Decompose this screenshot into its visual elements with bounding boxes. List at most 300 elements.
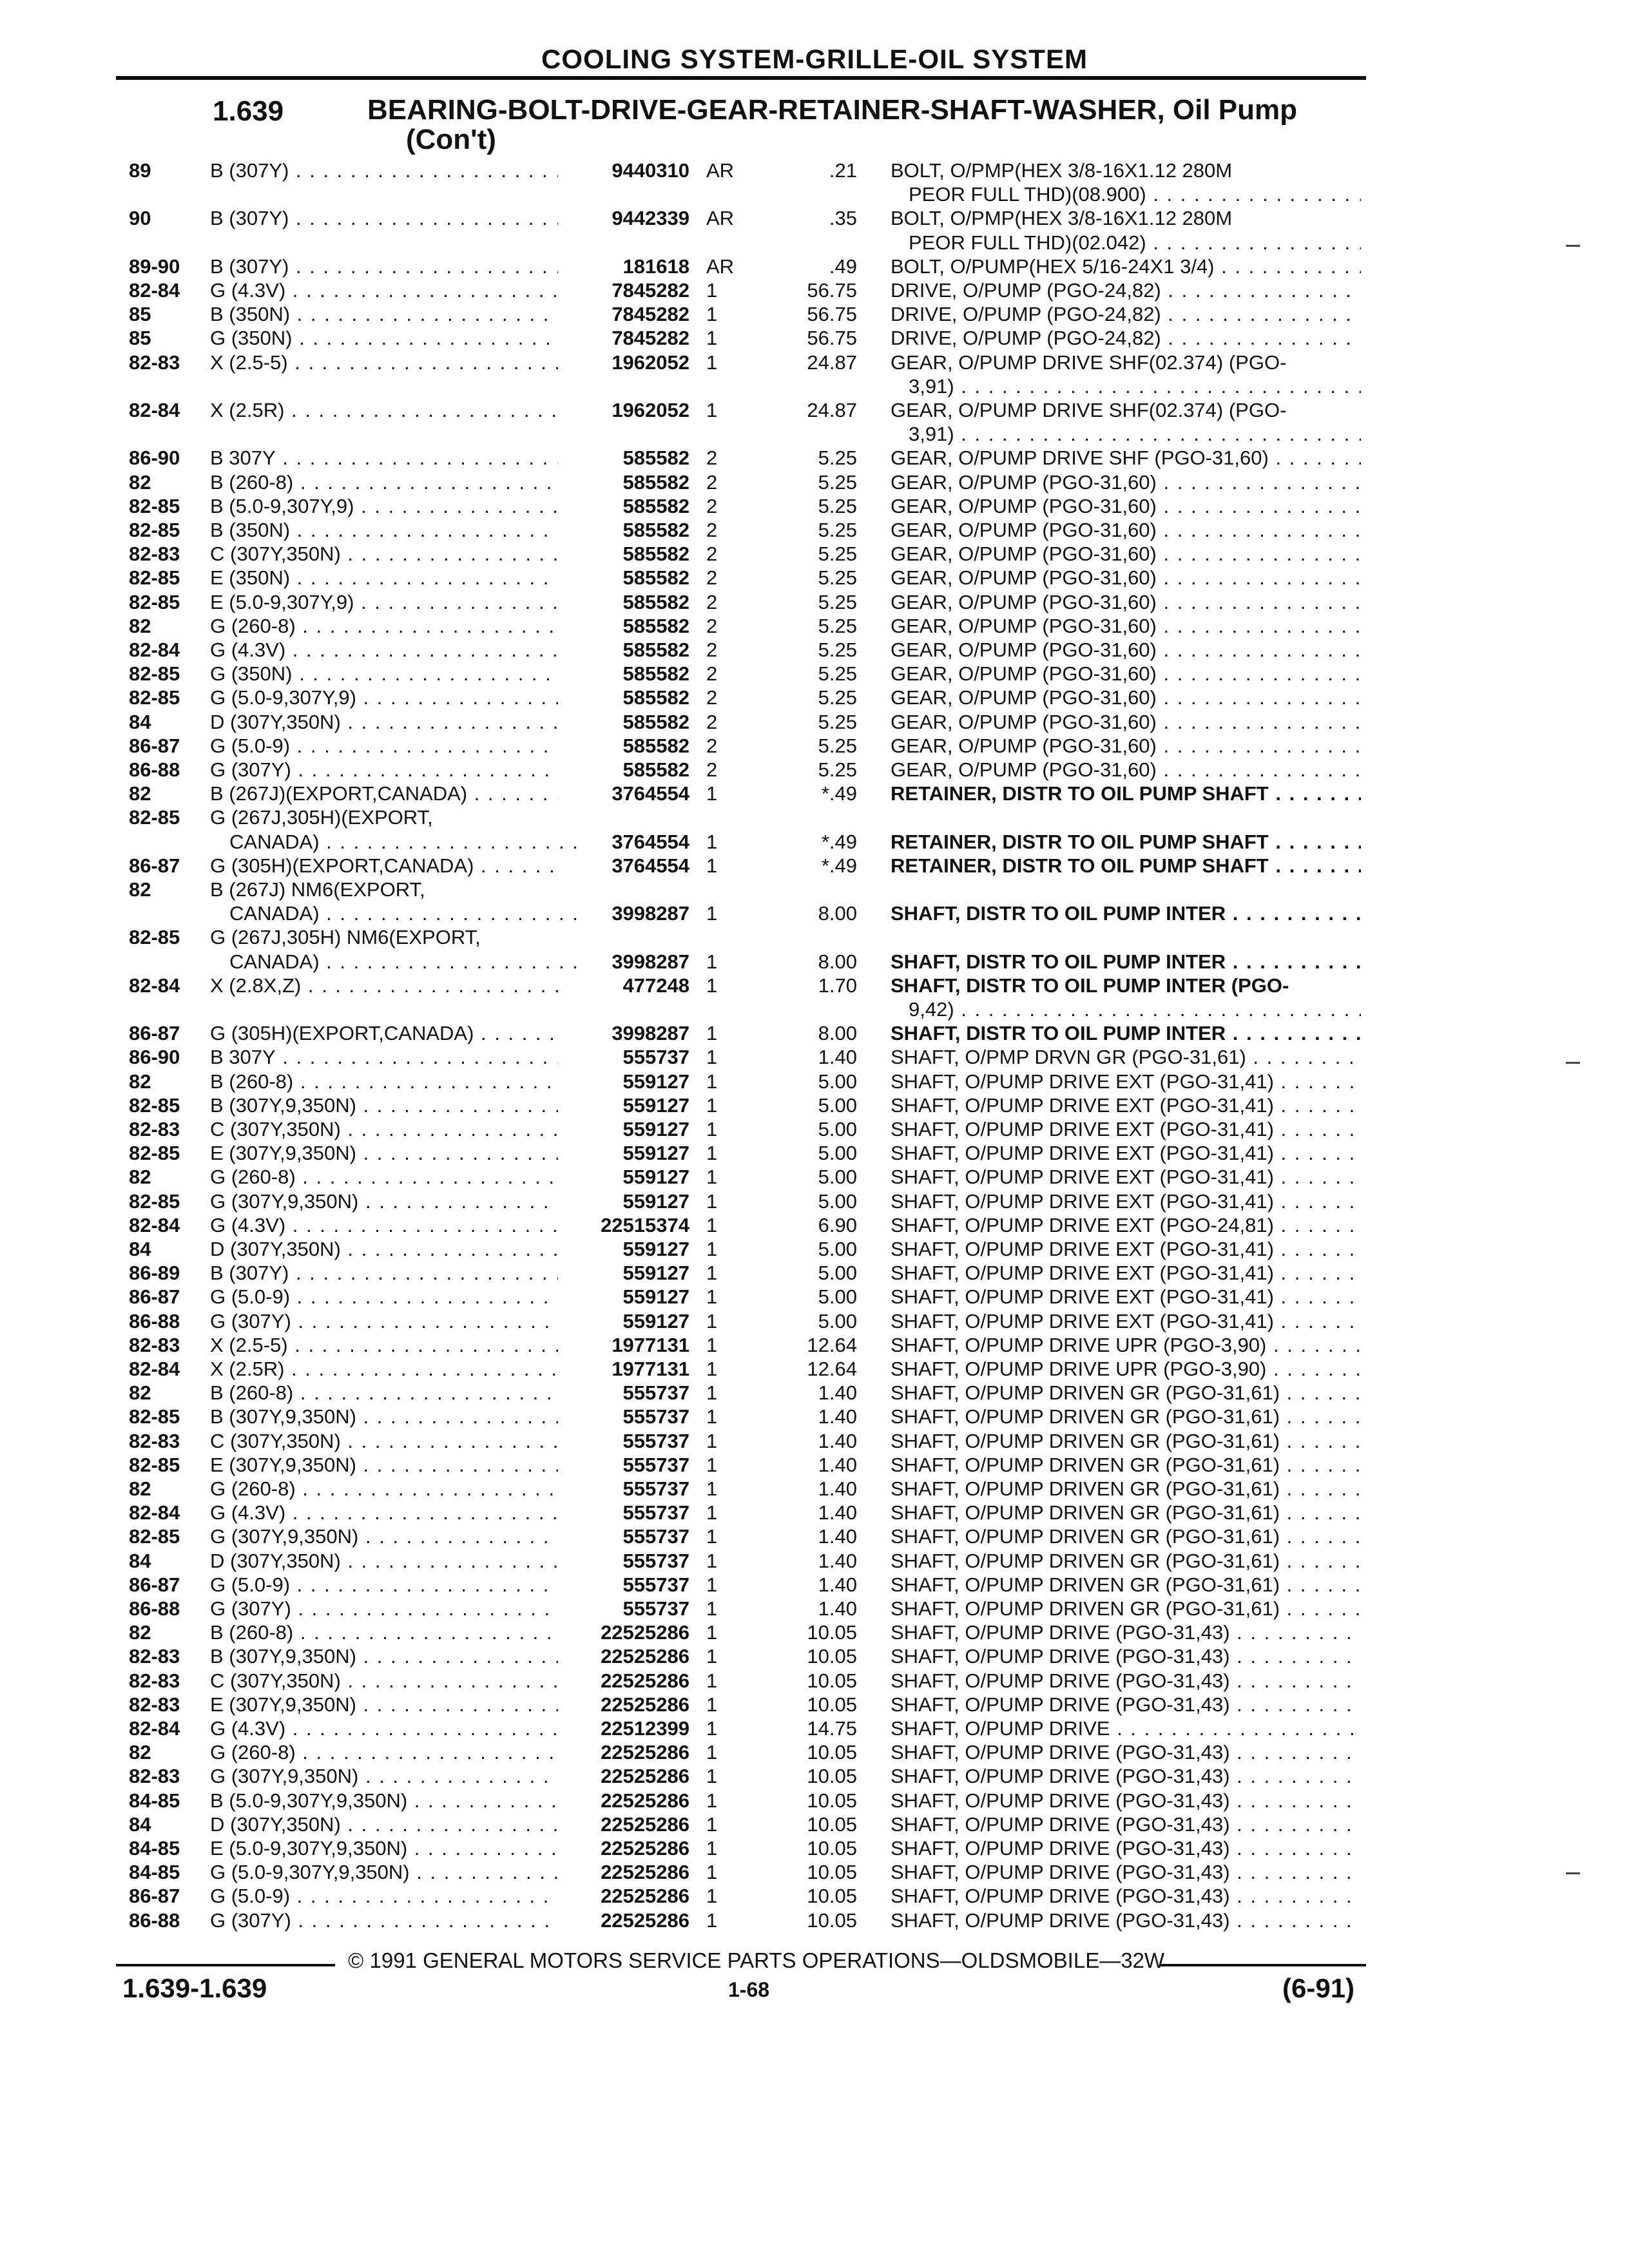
quantity: 2 <box>706 686 718 709</box>
part-description: SHAFT, DISTR TO OIL PUMP INTER . . . <box>891 901 1361 926</box>
quantity: 1 <box>706 1477 718 1500</box>
part-description: GEAR, O/PUMP (PGO-31,60) . . . <box>891 542 1361 566</box>
part-number: 559127 <box>622 1189 689 1213</box>
model-code: B (307Y,9,350N) . . . <box>210 1093 558 1118</box>
table-row <box>0 1285 1629 1309</box>
footer-copyright: © 1991 GENERAL MOTORS SERVICE PARTS OPERATIONS—OLDSMOBILE—32W <box>348 1948 1165 1972</box>
price: 10.05 <box>807 1645 857 1668</box>
quantity: 1 <box>706 1358 718 1380</box>
price: .49 <box>829 255 857 278</box>
quantity: 1 <box>706 1405 718 1428</box>
part-number: 555737 <box>622 1477 689 1500</box>
price: 1.40 <box>818 1405 857 1428</box>
table-row <box>0 590 1629 615</box>
quantity: 1 <box>706 399 718 421</box>
table-row <box>0 1669 1629 1693</box>
table-row <box>0 1213 1629 1238</box>
price: 5.00 <box>818 1118 857 1140</box>
part-description: BOLT, O/PUMP(HEX 5/16-24X1 3/4) . . . <box>891 255 1361 279</box>
part-description: GEAR, O/PUMP (PGO-31,60) . . . <box>891 686 1361 710</box>
quantity: 1 <box>706 1621 718 1644</box>
model-years: 82-83 <box>129 1693 180 1716</box>
table-row-continuation <box>0 422 1629 447</box>
price: 10.05 <box>807 1885 857 1908</box>
part-description: GEAR, O/PUMP (PGO-31,60) . . . <box>891 638 1361 662</box>
quantity: 1 <box>706 303 718 326</box>
table-row <box>0 398 1629 423</box>
model-code: B (5.0-9,307Y,9,350N) . . . <box>210 1789 558 1813</box>
part-description: SHAFT, O/PUMP DRIVE (PGO-31,43) . . . <box>891 1693 1361 1717</box>
part-description: SHAFT, O/PUMP DRIVE EXT (PGO-31,41) . . . <box>891 1189 1361 1214</box>
table-row <box>0 302 1629 327</box>
quantity: 1 <box>706 854 718 877</box>
quantity: 2 <box>706 447 718 470</box>
model-code: G (4.3V) . . . <box>210 278 558 303</box>
model-years: 86-90 <box>129 1046 180 1069</box>
part-description: SHAFT, O/PUMP DRIVE (PGO-31,43) . . . <box>891 1644 1361 1669</box>
part-description: SHAFT, O/PUMP DRIVE (PGO-31,43) . . . <box>891 1836 1361 1861</box>
model-years: 82 <box>129 470 151 494</box>
model-code: G (307Y,9,350N) . . . <box>210 1524 558 1549</box>
model-years: 90 <box>129 207 151 230</box>
price: 1.40 <box>818 1525 857 1548</box>
model-code: G (5.0-9) . . . <box>210 1884 558 1908</box>
model-code: D (307Y,350N) . . . <box>210 1549 558 1573</box>
model-code: B (267J) NM6(EXPORT, <box>210 878 425 901</box>
part-number: 3764554 <box>612 854 689 877</box>
quantity: 1 <box>706 1837 718 1860</box>
model-code: G (307Y) . . . <box>210 758 558 782</box>
section-number: 1.639 <box>213 95 284 127</box>
model-years: 84 <box>129 1549 151 1572</box>
table-row <box>0 326 1629 351</box>
model-code: C (307Y,350N) . . . <box>210 1429 558 1454</box>
table-row <box>0 1405 1629 1429</box>
price: *.49 <box>821 854 857 877</box>
table-row <box>0 159 1629 183</box>
price: 5.25 <box>818 614 857 637</box>
part-description: SHAFT, O/PUMP DRIVE (PGO-31,43) . . . <box>891 1669 1361 1693</box>
part-number: 559127 <box>622 1142 689 1165</box>
table-row <box>0 1764 1629 1789</box>
price: 8.00 <box>818 902 857 925</box>
table-row <box>0 710 1629 735</box>
quantity: 1 <box>706 1213 718 1236</box>
quantity: 1 <box>706 1166 718 1189</box>
quantity: 2 <box>706 590 718 613</box>
footer-rule-right <box>1160 1964 1366 1966</box>
model-years: 89 <box>129 159 151 182</box>
table-row <box>0 1333 1629 1358</box>
price: 10.05 <box>807 1765 857 1788</box>
quantity: 1 <box>706 830 718 853</box>
price: 10.05 <box>807 1741 857 1764</box>
part-number: 3764554 <box>612 830 689 853</box>
price: 1.40 <box>818 1597 857 1620</box>
model-years: 84 <box>129 1812 151 1836</box>
model-code: CANADA) . . . <box>210 830 577 854</box>
part-number: 22525286 <box>601 1741 689 1764</box>
part-description: DRIVE, O/PUMP (PGO-24,82) . . . <box>891 302 1361 327</box>
quantity: 1 <box>706 1046 718 1069</box>
table-row <box>0 901 1629 926</box>
model-years: 84-85 <box>129 1789 180 1812</box>
model-code: B (260-8) . . . <box>210 470 558 495</box>
margin-mark <box>1566 1872 1580 1874</box>
table-row <box>0 854 1629 878</box>
part-number: 22525286 <box>601 1621 689 1644</box>
part-description: SHAFT, O/PUMP DRIVE (PGO-31,43) . . . <box>891 1764 1361 1789</box>
quantity: 1 <box>706 1189 718 1213</box>
part-description: GEAR, O/PUMP (PGO-31,60) . . . <box>891 470 1361 495</box>
model-years: 82-85 <box>129 1189 180 1213</box>
part-number: 559127 <box>622 1070 689 1093</box>
price: 10.05 <box>807 1908 857 1932</box>
model-years: 86-87 <box>129 1022 180 1045</box>
model-years: 82-84 <box>129 1213 180 1236</box>
price: 24.87 <box>807 351 857 374</box>
model-years: 82-83 <box>129 1765 180 1788</box>
part-description: GEAR, O/PUMP DRIVE SHF(02.374) (PGO- <box>891 351 1287 374</box>
model-code: CANADA) . . . <box>210 950 577 974</box>
model-code: CANADA) . . . <box>210 901 577 926</box>
quantity: 1 <box>706 1429 718 1452</box>
part-description: SHAFT, O/PMP DRVN GR (PGO-31,61) . . . <box>891 1045 1361 1070</box>
model-years: 82-85 <box>129 566 180 590</box>
part-description: GEAR, O/PUMP (PGO-31,60) . . . <box>891 566 1361 590</box>
part-description: SHAFT, O/PUMP DRIVEN GR (PGO-31,61) . . . <box>891 1501 1361 1525</box>
model-code: B (260-8) . . . <box>210 1620 558 1645</box>
table-row <box>0 351 1629 375</box>
model-code: G (307Y,9,350N) . . . <box>210 1189 558 1214</box>
part-number: 22525286 <box>601 1765 689 1788</box>
model-code: B (307Y,9,350N) . . . <box>210 1644 558 1669</box>
part-number: 585582 <box>622 494 689 517</box>
model-years: 82-85 <box>129 1525 180 1548</box>
model-years: 82 <box>129 614 151 637</box>
model-code: B (267J)(EXPORT,CANADA) . . . <box>210 782 558 806</box>
model-years: 82 <box>129 1381 151 1405</box>
price: 5.25 <box>818 758 857 781</box>
model-years: 82-85 <box>129 1142 180 1165</box>
table-row <box>0 518 1629 543</box>
quantity: 1 <box>706 1597 718 1620</box>
model-years: 84 <box>129 710 151 733</box>
footer-revision-date: (6-91) <box>1282 1973 1355 2003</box>
part-description: SHAFT, O/PUMP DRIVEN GR (PGO-31,61) . . . <box>891 1573 1361 1597</box>
quantity: 1 <box>706 1142 718 1165</box>
part-description: BOLT, O/PMP(HEX 3/8-16X1.12 280M <box>891 159 1233 182</box>
part-description: GEAR, O/PUMP DRIVE SHF (PGO-31,60) . . . <box>891 446 1361 470</box>
table-row <box>0 686 1629 710</box>
part-number: 7845282 <box>612 303 689 326</box>
price: 5.00 <box>818 1285 857 1309</box>
part-description-continued: PEOR FULL THD)(02.042) . . . <box>909 231 1361 255</box>
part-number: 9442339 <box>612 207 689 230</box>
table-row <box>0 494 1629 519</box>
part-number: 585582 <box>622 639 689 661</box>
model-years: 86-88 <box>129 1597 180 1620</box>
table-row <box>0 1429 1629 1454</box>
part-number: 559127 <box>622 1118 689 1140</box>
model-code: G (5.0-9,307Y,9) . . . <box>210 686 558 710</box>
price: 56.75 <box>807 303 857 326</box>
table-row <box>0 878 1629 902</box>
table-row <box>0 1573 1629 1597</box>
part-number: 555737 <box>622 1549 689 1572</box>
price: 12.64 <box>807 1358 857 1380</box>
table-row <box>0 1693 1629 1717</box>
quantity: AR <box>706 207 735 230</box>
model-years: 82-85 <box>129 662 180 686</box>
quantity: AR <box>706 159 735 182</box>
part-description: SHAFT, O/PUMP DRIVE (PGO-31,43) . . . <box>891 1812 1361 1837</box>
quantity: 1 <box>706 279 718 302</box>
price: *.49 <box>821 782 857 805</box>
model-code: B (350N) . . . <box>210 302 558 327</box>
part-number: 559127 <box>622 1262 689 1285</box>
model-code: C (307Y,350N) . . . <box>210 542 558 566</box>
part-description: GEAR, O/PUMP (PGO-31,60) . . . <box>891 614 1361 639</box>
part-description: SHAFT, O/PUMP DRIVE (PGO-31,43) . . . <box>891 1884 1361 1908</box>
model-years: 82-83 <box>129 351 180 374</box>
part-number: 7845282 <box>612 327 689 350</box>
quantity: 1 <box>706 1717 718 1740</box>
model-code: E (5.0-9,307Y,9,350N) . . . <box>210 1836 558 1861</box>
part-description: SHAFT, O/PUMP DRIVEN GR (PGO-31,61) . . . <box>891 1477 1361 1501</box>
model-code: B (307Y,9,350N) . . . <box>210 1405 558 1429</box>
model-code: G (5.0-9) . . . <box>210 1573 558 1597</box>
part-number: 1962052 <box>612 351 689 374</box>
part-description: SHAFT, O/PUMP DRIVEN GR (PGO-31,61) . . . <box>891 1453 1361 1477</box>
part-number: 1977131 <box>612 1333 689 1356</box>
model-code: D (307Y,350N) . . . <box>210 710 558 735</box>
part-description: SHAFT, DISTR TO OIL PUMP INTER (PGO- <box>891 974 1289 997</box>
price: 1.40 <box>818 1549 857 1572</box>
model-code: B (307Y) . . . <box>210 1261 558 1285</box>
table-row <box>0 1045 1629 1070</box>
model-code: E (307Y,9,350N) . . . <box>210 1693 558 1717</box>
table-row-continuation <box>0 231 1629 255</box>
margin-mark <box>1566 245 1580 247</box>
part-number: 555737 <box>622 1046 689 1069</box>
model-years: 82-85 <box>129 590 180 613</box>
model-code: B (307Y) . . . <box>210 255 558 279</box>
model-years: 82-84 <box>129 279 180 302</box>
price: 10.05 <box>807 1669 857 1692</box>
part-description: SHAFT, O/PUMP DRIVEN GR (PGO-31,61) . . . <box>891 1429 1361 1454</box>
part-description: SHAFT, O/PUMP DRIVE EXT (PGO-24,81) . . . <box>891 1213 1361 1238</box>
part-number: 559127 <box>622 1166 689 1189</box>
model-code: B (350N) . . . <box>210 518 558 543</box>
model-years: 82-84 <box>129 1717 180 1740</box>
model-code: G (307Y) . . . <box>210 1908 558 1933</box>
model-code: X (2.8X,Z) . . . <box>210 974 558 998</box>
part-description: GEAR, O/PUMP (PGO-31,60) . . . <box>891 518 1361 543</box>
part-description-continued: 3,91) . . . <box>909 374 1361 399</box>
quantity: 1 <box>706 1741 718 1764</box>
quantity: 2 <box>706 662 718 686</box>
quantity: 1 <box>706 974 718 997</box>
table-row <box>0 1477 1629 1501</box>
table-row <box>0 1597 1629 1621</box>
part-number: 585582 <box>622 662 689 686</box>
part-number: 22525286 <box>601 1837 689 1860</box>
section-title-text: BEARING-BOLT-DRIVE-GEAR-RETAINER-SHAFT-WASHER, Oil Pump <box>367 94 1298 126</box>
model-code: G (4.3V) . . . <box>210 1213 558 1238</box>
model-years: 86-87 <box>129 854 180 877</box>
part-description: GEAR, O/PUMP (PGO-31,60) . . . <box>891 758 1361 782</box>
part-number: 477248 <box>622 974 689 997</box>
part-description: RETAINER, DISTR TO OIL PUMP SHAFT . . . <box>891 782 1361 806</box>
model-years: 82 <box>129 1477 151 1500</box>
price: 1.40 <box>818 1429 857 1452</box>
model-years: 82-83 <box>129 1645 180 1668</box>
part-description: DRIVE, O/PUMP (PGO-24,82) . . . <box>891 278 1361 303</box>
quantity: 1 <box>706 902 718 925</box>
model-years: 82 <box>129 782 151 805</box>
section-title <box>367 95 1297 155</box>
table-row <box>0 1549 1629 1573</box>
part-number: 585582 <box>622 447 689 470</box>
price: 5.25 <box>818 543 857 566</box>
part-description: SHAFT, DISTR TO OIL PUMP INTER . . . <box>891 950 1361 974</box>
table-row <box>0 1716 1629 1741</box>
part-description: GEAR, O/PUMP (PGO-31,60) . . . <box>891 734 1361 758</box>
quantity: 1 <box>706 1765 718 1788</box>
model-years: 82-85 <box>129 926 180 949</box>
model-years: 86-88 <box>129 1908 180 1932</box>
model-code: E (307Y,9,350N) . . . <box>210 1453 558 1477</box>
model-years: 86-88 <box>129 758 180 781</box>
model-code: E (307Y,9,350N) . . . <box>210 1141 558 1166</box>
model-code: G (307Y) . . . <box>210 1597 558 1621</box>
table-row <box>0 1189 1629 1214</box>
price: 8.00 <box>818 950 857 973</box>
part-description: RETAINER, DISTR TO OIL PUMP SHAFT . . . <box>891 830 1361 854</box>
header-rule <box>116 76 1366 80</box>
model-code: G (260-8) . . . <box>210 1740 558 1765</box>
page-title: COOLING SYSTEM-GRILLE-OIL SYSTEM <box>541 44 1088 74</box>
price: 8.00 <box>818 1022 857 1045</box>
part-description: GEAR, O/PUMP DRIVE SHF(02.374) (PGO- <box>891 399 1287 421</box>
quantity: 1 <box>706 1238 718 1260</box>
table-row <box>0 1501 1629 1525</box>
part-description: SHAFT, O/PUMP DRIVEN GR (PGO-31,61) . . . <box>891 1597 1361 1621</box>
price: 56.75 <box>807 279 857 302</box>
price: 10.05 <box>807 1812 857 1836</box>
model-code: B 307Y . . . <box>210 446 558 470</box>
price: 5.00 <box>818 1238 857 1260</box>
table-row <box>0 1381 1629 1405</box>
price: 5.25 <box>818 494 857 517</box>
part-description-continued: 9,42) . . . <box>909 997 1361 1022</box>
model-years: 82-84 <box>129 1501 180 1524</box>
table-row <box>0 662 1629 686</box>
model-years: 82 <box>129 1621 151 1644</box>
model-code: G (307Y) . . . <box>210 1309 558 1334</box>
quantity: 1 <box>706 1573 718 1596</box>
model-years: 86-89 <box>129 1262 180 1285</box>
table-row <box>0 1117 1629 1142</box>
part-number: 22515374 <box>601 1213 689 1236</box>
table-row <box>0 925 1629 950</box>
table-row <box>0 974 1629 998</box>
part-description: SHAFT, O/PUMP DRIVE EXT (PGO-31,41) . . . <box>891 1309 1361 1334</box>
model-years: 82 <box>129 878 151 901</box>
part-description: SHAFT, O/PUMP DRIVE (PGO-31,43) . . . <box>891 1789 1361 1813</box>
part-description: SHAFT, O/PUMP DRIVE EXT (PGO-31,41) . . . <box>891 1165 1361 1189</box>
price: 10.05 <box>807 1789 857 1812</box>
part-number: 559127 <box>622 1093 689 1117</box>
model-years: 82 <box>129 1741 151 1764</box>
part-description: SHAFT, O/PUMP DRIVE EXT (PGO-31,41) . . . <box>891 1093 1361 1118</box>
price: 1.40 <box>818 1453 857 1476</box>
price: .21 <box>829 159 857 182</box>
table-row <box>0 1620 1629 1645</box>
part-description: SHAFT, O/PUMP DRIVE (PGO-31,43) . . . <box>891 1860 1361 1885</box>
model-code: G (267J,305H) NM6(EXPORT, <box>210 926 481 949</box>
model-code: G (260-8) . . . <box>210 614 558 639</box>
part-description: DRIVE, O/PUMP (PGO-24,82) . . . <box>891 326 1361 351</box>
quantity: 2 <box>706 758 718 781</box>
table-row <box>0 1836 1629 1861</box>
quantity: 2 <box>706 494 718 517</box>
table-row <box>0 1453 1629 1477</box>
part-number: 555737 <box>622 1429 689 1452</box>
price: 1.70 <box>818 974 857 997</box>
part-number: 555737 <box>622 1405 689 1428</box>
model-code: X (2.5-5) . . . <box>210 351 558 375</box>
model-code: B (5.0-9,307Y,9) . . . <box>210 494 558 519</box>
quantity: 1 <box>706 1022 718 1045</box>
price: 5.25 <box>818 710 857 733</box>
part-description: SHAFT, O/PUMP DRIVE EXT (PGO-31,41) . . . <box>891 1261 1361 1285</box>
table-row <box>0 614 1629 639</box>
table-row <box>0 1812 1629 1837</box>
model-code: G (5.0-9) . . . <box>210 1285 558 1309</box>
part-description: SHAFT, O/PUMP DRIVE (PGO-31,43) . . . <box>891 1620 1361 1645</box>
quantity: 1 <box>706 1669 718 1692</box>
quantity: 1 <box>706 1093 718 1117</box>
part-number: 22525286 <box>601 1693 689 1716</box>
model-years: 82-83 <box>129 1669 180 1692</box>
model-code: B (260-8) . . . <box>210 1070 558 1094</box>
table-row <box>0 1644 1629 1669</box>
quantity: 1 <box>706 1070 718 1093</box>
quantity: 1 <box>706 1262 718 1285</box>
quantity: 1 <box>706 1549 718 1572</box>
quantity: 1 <box>706 1333 718 1356</box>
quantity: 2 <box>706 734 718 757</box>
model-code: G (5.0-9) . . . <box>210 734 558 758</box>
model-code: G (267J,305H)(EXPORT, <box>210 806 433 829</box>
table-row <box>0 1908 1629 1933</box>
table-row <box>0 255 1629 279</box>
part-description: SHAFT, O/PUMP DRIVEN GR (PGO-31,61) . . . <box>891 1524 1361 1549</box>
part-number: 585582 <box>622 686 689 709</box>
model-code: C (307Y,350N) . . . <box>210 1117 558 1142</box>
part-number: 585582 <box>622 590 689 613</box>
part-description: SHAFT, DISTR TO OIL PUMP INTER . . . <box>891 1021 1361 1046</box>
model-years: 84-85 <box>129 1837 180 1860</box>
part-description: SHAFT, O/PUMP DRIVE . . . <box>891 1716 1361 1741</box>
price: 12.64 <box>807 1333 857 1356</box>
table-row <box>0 1141 1629 1166</box>
table-row <box>0 830 1629 854</box>
model-years: 82-83 <box>129 1333 180 1356</box>
model-code: G (4.3V) . . . <box>210 1716 558 1741</box>
